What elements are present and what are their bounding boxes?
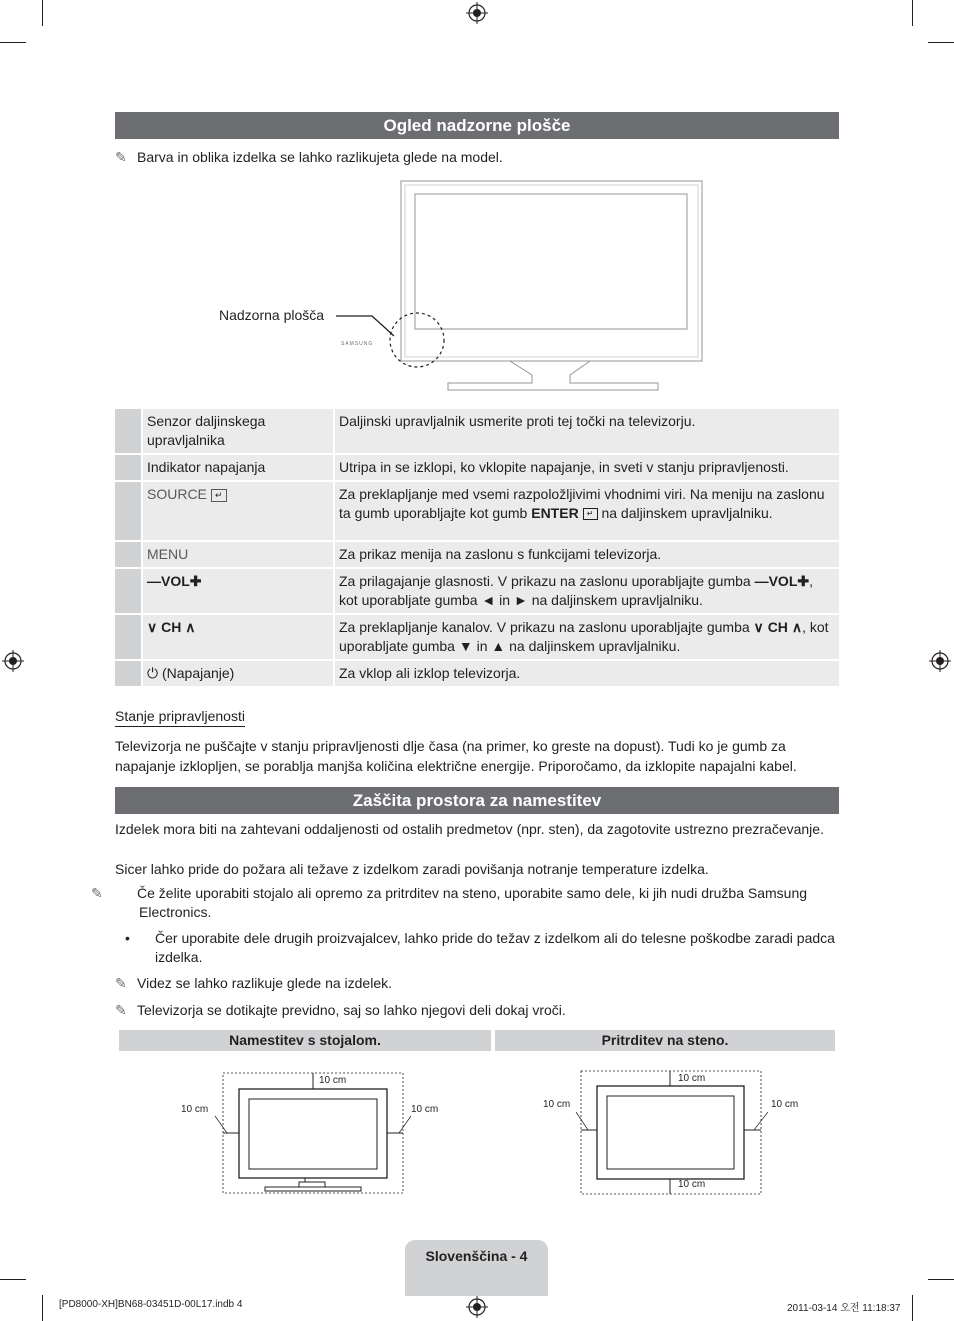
- control-name-vol: —VOL✚: [141, 569, 333, 613]
- control-desc: Za preklapljanje med vsemi razpoložljivimi vhodnimi viri. Na meniju na zaslonu ta gumb uporabljajte kot gumb ENTER ↵ na daljinskem upravljalniku.: [333, 482, 839, 540]
- crop-mark: [42, 1295, 43, 1321]
- crop-mark: [928, 42, 954, 43]
- table-row: [115, 482, 839, 540]
- table-row: [115, 455, 839, 480]
- control-name: Indikator napajanja: [141, 455, 333, 480]
- table-row: [115, 615, 839, 659]
- distance-label-top: 10 cm: [678, 1073, 706, 1084]
- pencil-note-icon: ✎: [115, 975, 127, 991]
- power-icon: ⏻: [147, 665, 159, 681]
- table-row: [115, 661, 839, 686]
- bullet-item: • Čer uporabite dele drugih proizvajalcev, lahko pride do težav z izdelkom ali do telesne poškodbe zaradi padca izdelka.: [125, 930, 835, 965]
- tv-callout-label: Nadzorna plošča: [219, 307, 325, 323]
- plus-icon: ✚: [797, 573, 810, 589]
- control-name-source: SOURCE ↵: [141, 482, 333, 540]
- chevron-down-icon: ∨: [147, 619, 158, 635]
- source-icon: ↵: [211, 489, 227, 502]
- control-panel-table: [115, 407, 839, 688]
- stand-clearance-diagram: [175, 1065, 435, 1195]
- table-row: [115, 542, 839, 567]
- bullet-icon: •: [125, 930, 130, 946]
- distance-label-top: 10 cm: [319, 1075, 347, 1086]
- page-number-tab: Slovenščina - 4: [405, 1240, 548, 1296]
- control-name: Senzor daljinskega upravljalnika: [141, 409, 333, 453]
- chevron-down-icon: ∨: [753, 619, 764, 635]
- distance-label-left: 10 cm: [543, 1099, 571, 1110]
- standby-heading: Stanje pripravljenosti: [115, 708, 245, 727]
- stand-install-header: Namestitev s stojalom.: [119, 1030, 491, 1051]
- registration-mark-icon: [2, 650, 24, 672]
- paragraph: Sicer lahko pride do požara ali težave z izdelkom zaradi povišanja notranje temperature izdelka.: [115, 861, 709, 877]
- note: ✎ Videz se lahko razlikuje glede na izdelek.: [115, 975, 393, 991]
- distance-label-bottom: 10 cm: [678, 1179, 706, 1190]
- control-desc: Utripa in se izklopi, ko vklopite napajanje, in sveti v stanju pripravljenosti.: [333, 455, 839, 480]
- control-desc: Za vklop ali izklop televizorja.: [333, 661, 839, 686]
- wall-mount-header: Pritrditev na steno.: [495, 1030, 835, 1051]
- distance-label-left: 10 cm: [181, 1104, 209, 1115]
- control-desc: Za preklapljanje kanalov. V prikazu na zaslonu uporabljajte gumba ∨ CH ∧, kot uporabljate gumba ▼ in ▲ na daljinskem upravljalniku.: [333, 615, 839, 659]
- table-row: [115, 409, 839, 453]
- crop-mark: [0, 1279, 26, 1280]
- note: ✎ Če želite uporabiti stojalo ali opremo za pritrditev na steno, uporabite samo dele, ki jih nudi družba Samsung Electronics.: [91, 885, 808, 920]
- table-row: [115, 569, 839, 613]
- tv-illustration: [210, 178, 710, 398]
- chevron-up-icon: ∧: [185, 619, 196, 635]
- control-name-power: ⏻ (Napajanje): [141, 661, 333, 686]
- control-desc: Za prikaz menija na zaslonu s funkcijami televizorja.: [333, 542, 839, 567]
- section-title-installation-space: Zaščita prostora za namestitev: [115, 787, 839, 814]
- pencil-note-icon: ✎: [115, 1002, 127, 1018]
- control-name-ch: ∨ CH ∧: [141, 615, 333, 659]
- distance-label-right: 10 cm: [411, 1104, 439, 1115]
- minus-icon: —: [147, 573, 161, 589]
- footer-filename: [PD8000-XH]BN68-03451D-00L17.indb 4: [59, 1299, 243, 1310]
- note: ✎ Televizorja se dotikajte previdno, saj so lahko njegovi deli dokaj vroči.: [115, 1002, 566, 1018]
- control-desc: Daljinski upravljalnik usmerite proti tej točki na televizorju.: [333, 409, 839, 453]
- crop-mark: [912, 1295, 913, 1321]
- wall-clearance-diagram: [540, 1065, 802, 1200]
- pencil-note-icon: ✎: [115, 149, 127, 165]
- standby-text: Televizorja ne puščajte v stanju pripravljenosti dlje časa (na primer, ko greste na dopust). Tudi ko je gumb za napajanje izklopljen, se porablja manjša količina električne energije. Priporočamo, da izklopite napajalni kabel.: [115, 738, 797, 774]
- distance-label-right: 10 cm: [771, 1099, 799, 1110]
- tv-brand-logo: SAMSUNG: [341, 341, 374, 347]
- section-title-control-panel: Ogled nadzorne plošče: [115, 112, 839, 139]
- registration-mark-icon: [929, 650, 951, 672]
- enter-icon: ↵: [583, 508, 598, 520]
- pencil-note-icon: ✎: [91, 885, 103, 901]
- crop-mark: [0, 42, 26, 43]
- chevron-up-icon: ∧: [791, 619, 803, 635]
- paragraph: Izdelek mora biti na zahtevani oddaljenosti od ostalih predmetov (npr. sten), da zagotovite ustrezno prezračevanje.: [115, 821, 824, 837]
- control-name: MENU: [141, 542, 333, 567]
- footer-timestamp: 2011-03-14 오전 11:18:37: [787, 1303, 901, 1314]
- plus-icon: ✚: [189, 573, 202, 589]
- control-desc: Za prilagajanje glasnosti. V prikazu na zaslonu uporabljajte gumba —VOL✚, kot uporabljate gumba ◄ in ► na daljinskem upravljalniku.: [333, 569, 839, 613]
- crop-mark: [912, 0, 913, 26]
- note: ✎ Barva in oblika izdelka se lahko razlikujeta glede na model.: [115, 149, 503, 165]
- registration-mark-icon: [466, 2, 488, 24]
- crop-mark: [928, 1279, 954, 1280]
- registration-mark-icon: [466, 1296, 488, 1318]
- minus-icon: —: [754, 573, 769, 589]
- crop-mark: [42, 0, 43, 26]
